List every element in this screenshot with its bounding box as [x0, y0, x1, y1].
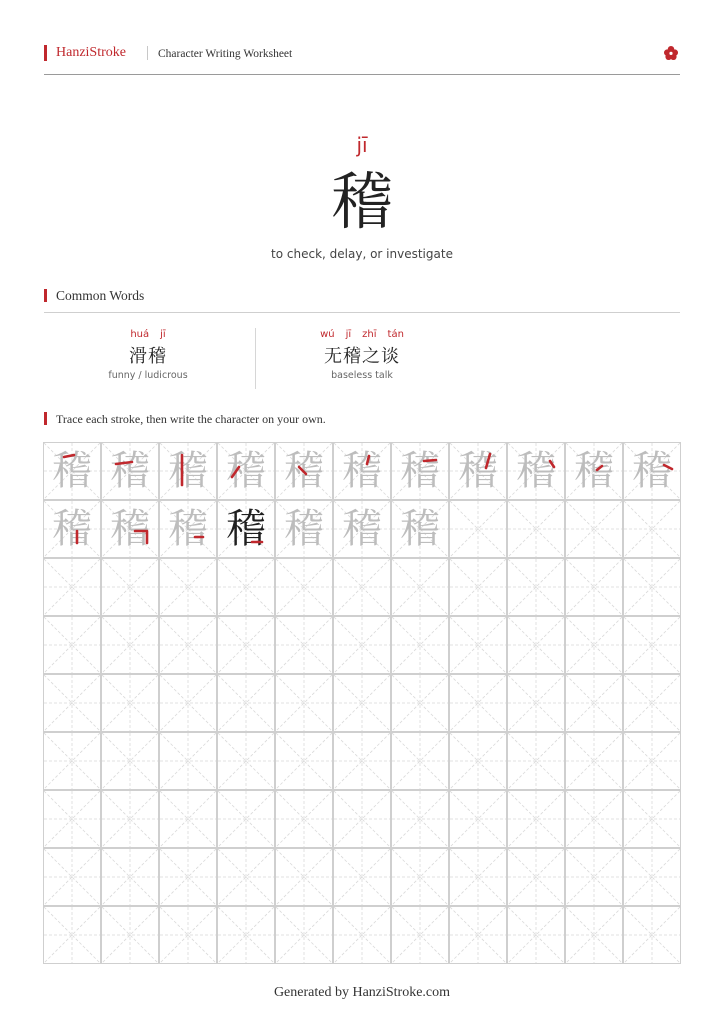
- blank-practice-cell[interactable]: [43, 558, 101, 616]
- trace-glyph: 稽: [400, 506, 440, 551]
- current-stroke-highlight: [392, 443, 448, 499]
- cell-guide-lines: [276, 849, 332, 905]
- cell-guide-lines: [44, 675, 100, 731]
- blank-practice-cell[interactable]: [507, 616, 565, 674]
- blank-practice-cell[interactable]: [43, 616, 101, 674]
- blank-practice-cell[interactable]: [159, 558, 217, 616]
- grid-row: [43, 616, 681, 674]
- stroke-step-cell[interactable]: [217, 500, 275, 558]
- blank-practice-cell[interactable]: [623, 848, 681, 906]
- current-stroke-highlight: [44, 501, 100, 557]
- blank-practice-cell[interactable]: [101, 906, 159, 964]
- cell-guide-lines: [392, 849, 448, 905]
- blank-practice-cell[interactable]: [101, 616, 159, 674]
- blank-practice-cell[interactable]: [275, 674, 333, 732]
- blank-practice-cell[interactable]: [449, 674, 507, 732]
- blank-practice-cell[interactable]: [565, 848, 623, 906]
- blank-practice-cell[interactable]: [217, 790, 275, 848]
- practice-heading: [44, 411, 680, 429]
- cell-guide-lines: [44, 791, 100, 847]
- blank-practice-cell[interactable]: [565, 500, 623, 558]
- trace-cell[interactable]: [333, 500, 391, 558]
- stroke-order-glyph: 稽: [458, 448, 498, 493]
- current-stroke-highlight: [450, 443, 506, 499]
- grid-row: [43, 906, 681, 964]
- cell-guide-lines: [218, 907, 274, 963]
- current-stroke-highlight: [218, 501, 274, 557]
- blank-practice-cell[interactable]: [101, 848, 159, 906]
- cell-guide-lines: [102, 559, 158, 615]
- cell-guide-lines: [276, 791, 332, 847]
- blank-practice-cell[interactable]: [43, 732, 101, 790]
- grid-row: [43, 558, 681, 616]
- cell-guide-lines: [508, 907, 564, 963]
- cell-guide-lines: [218, 559, 274, 615]
- stroke-order-glyph: 稽: [226, 506, 266, 551]
- blank-practice-cell[interactable]: [391, 790, 449, 848]
- stroke-step-cell[interactable]: [565, 442, 623, 500]
- stroke-step-cell[interactable]: [159, 500, 217, 558]
- flower-icon: [663, 45, 679, 61]
- word-1-pinyin-syllable: jī: [160, 329, 166, 340]
- stroke-step-cell[interactable]: [159, 442, 217, 500]
- grid-row: [43, 442, 681, 500]
- blank-practice-cell[interactable]: [275, 558, 333, 616]
- blank-practice-cell[interactable]: [217, 732, 275, 790]
- cell-guide-lines: [392, 559, 448, 615]
- blank-practice-cell[interactable]: [391, 848, 449, 906]
- stroke-order-glyph: 稽: [632, 448, 672, 493]
- current-stroke-highlight: [566, 443, 622, 499]
- cell-guide-lines: [450, 617, 506, 673]
- blank-practice-cell[interactable]: [43, 674, 101, 732]
- blank-practice-cell[interactable]: [217, 616, 275, 674]
- cell-guide-lines: [160, 675, 216, 731]
- section-accent-bar: [44, 289, 47, 302]
- cell-guide-lines: [218, 617, 274, 673]
- cell-guide-lines: [450, 675, 506, 731]
- blank-practice-cell[interactable]: [275, 790, 333, 848]
- brand-name: HanziStroke: [56, 45, 126, 60]
- stroke-step-cell[interactable]: [43, 442, 101, 500]
- blank-practice-cell[interactable]: [507, 848, 565, 906]
- cell-guide-lines: [392, 907, 448, 963]
- cell-guide-lines: [276, 617, 332, 673]
- cell-guide-lines: [334, 675, 390, 731]
- cell-guide-lines: [508, 617, 564, 673]
- cell-guide-lines: [624, 559, 680, 615]
- blank-practice-cell[interactable]: [159, 674, 217, 732]
- blank-practice-cell[interactable]: [217, 558, 275, 616]
- current-stroke-highlight: [160, 501, 216, 557]
- blank-practice-cell[interactable]: [43, 906, 101, 964]
- stroke-step-cell[interactable]: [623, 442, 681, 500]
- stroke-order-glyph: 稽: [574, 448, 614, 493]
- main-pinyin: jī: [356, 133, 368, 157]
- cell-guide-lines: [102, 849, 158, 905]
- stroke-step-cell[interactable]: [449, 442, 507, 500]
- blank-practice-cell[interactable]: [43, 790, 101, 848]
- blank-practice-cell[interactable]: [623, 616, 681, 674]
- word-2-pinyin: [262, 329, 462, 341]
- stroke-order-glyph: 稽: [110, 448, 150, 493]
- cell-guide-lines: [392, 791, 448, 847]
- cell-guide-lines: [624, 501, 680, 557]
- blank-practice-cell[interactable]: [565, 906, 623, 964]
- stroke-step-cell[interactable]: [43, 500, 101, 558]
- current-stroke-highlight: [276, 443, 332, 499]
- cell-guide-lines: [624, 617, 680, 673]
- cell-guide-lines: [392, 733, 448, 789]
- blank-practice-cell[interactable]: [623, 558, 681, 616]
- blank-practice-cell[interactable]: [565, 558, 623, 616]
- word-2-hanzi: 无稽之谈: [324, 346, 400, 366]
- cell-guide-lines: [508, 849, 564, 905]
- blank-practice-cell[interactable]: [275, 616, 333, 674]
- cell-guide-lines: [566, 791, 622, 847]
- word-1-pinyin: [48, 329, 248, 341]
- word-2-pinyin-syllable: wú: [320, 329, 335, 340]
- current-stroke-highlight: [102, 501, 158, 557]
- blank-practice-cell[interactable]: [217, 848, 275, 906]
- word-2-meaning: baseless talk: [331, 370, 393, 381]
- stroke-step-cell[interactable]: [275, 442, 333, 500]
- stroke-step-cell[interactable]: [391, 442, 449, 500]
- cell-guide-lines: [160, 733, 216, 789]
- cell-guide-lines: [566, 733, 622, 789]
- cell-guide-lines: [218, 675, 274, 731]
- cell-guide-lines: [102, 907, 158, 963]
- grid-row: [43, 674, 681, 732]
- blank-practice-cell[interactable]: [217, 906, 275, 964]
- cell-guide-lines: [334, 617, 390, 673]
- blank-practice-cell[interactable]: [507, 906, 565, 964]
- main-meaning: to check, delay, or investigate: [271, 247, 453, 261]
- blank-practice-cell[interactable]: [449, 906, 507, 964]
- cell-guide-lines: [508, 501, 564, 557]
- blank-practice-cell[interactable]: [159, 906, 217, 964]
- trace-cell[interactable]: [391, 500, 449, 558]
- section-accent-bar: [44, 412, 47, 425]
- cell-guide-lines: [276, 733, 332, 789]
- blank-practice-cell[interactable]: [507, 674, 565, 732]
- stroke-order-glyph: 稽: [226, 448, 266, 493]
- stroke-step-cell[interactable]: [507, 442, 565, 500]
- current-stroke-highlight: [508, 443, 564, 499]
- blank-practice-cell[interactable]: [449, 616, 507, 674]
- cell-guide-lines: [450, 559, 506, 615]
- cell-guide-lines: [160, 791, 216, 847]
- blank-practice-cell[interactable]: [623, 906, 681, 964]
- cell-guide-lines: [624, 907, 680, 963]
- brand-accent-bar: [44, 45, 47, 61]
- blank-practice-cell[interactable]: [507, 790, 565, 848]
- cell-guide-lines: [566, 907, 622, 963]
- stroke-step-cell[interactable]: [101, 500, 159, 558]
- stroke-order-glyph: 稽: [516, 448, 556, 493]
- word-card-2: [262, 329, 462, 382]
- blank-practice-cell[interactable]: [275, 848, 333, 906]
- blank-practice-cell[interactable]: [565, 790, 623, 848]
- cell-guide-lines: [508, 733, 564, 789]
- blank-practice-cell[interactable]: [391, 616, 449, 674]
- blank-practice-cell[interactable]: [217, 674, 275, 732]
- blank-practice-cell[interactable]: [565, 616, 623, 674]
- stroke-order-glyph: 稽: [168, 448, 208, 493]
- blank-practice-cell[interactable]: [159, 732, 217, 790]
- cell-guide-lines: [334, 907, 390, 963]
- blank-practice-cell[interactable]: [101, 790, 159, 848]
- cell-guide-lines: [160, 849, 216, 905]
- blank-practice-cell[interactable]: [333, 558, 391, 616]
- cell-guide-lines: [566, 675, 622, 731]
- blank-practice-cell[interactable]: [449, 732, 507, 790]
- trace-glyph: 稽: [342, 506, 382, 551]
- word-1-meaning: funny / ludicrous: [108, 370, 188, 381]
- blank-practice-cell[interactable]: [159, 790, 217, 848]
- blank-practice-cell[interactable]: [449, 790, 507, 848]
- current-stroke-highlight: [218, 443, 274, 499]
- cell-guide-lines: [508, 559, 564, 615]
- stroke-order-glyph: 稽: [342, 448, 382, 493]
- stroke-order-glyph: 稽: [52, 448, 92, 493]
- current-stroke-highlight: [102, 443, 158, 499]
- word-2-pinyin-syllable: jī: [345, 329, 352, 340]
- cell-guide-lines: [624, 733, 680, 789]
- common-words-title: Common Words: [56, 288, 145, 303]
- blank-practice-cell[interactable]: [333, 848, 391, 906]
- cell-guide-lines: [160, 617, 216, 673]
- blank-practice-cell[interactable]: [333, 616, 391, 674]
- blank-practice-cell[interactable]: [275, 732, 333, 790]
- header-divider: [147, 46, 148, 60]
- blank-practice-cell[interactable]: [565, 674, 623, 732]
- blank-practice-cell[interactable]: [333, 906, 391, 964]
- blank-practice-cell[interactable]: [333, 732, 391, 790]
- cell-guide-lines: [624, 791, 680, 847]
- word-divider: [255, 328, 256, 389]
- blank-practice-cell[interactable]: [101, 674, 159, 732]
- stroke-step-cell[interactable]: [101, 442, 159, 500]
- cell-guide-lines: [218, 791, 274, 847]
- cell-guide-lines: [392, 617, 448, 673]
- blank-practice-cell[interactable]: [449, 848, 507, 906]
- cell-guide-lines: [450, 501, 506, 557]
- current-stroke-highlight: [160, 443, 216, 499]
- cell-guide-lines: [44, 559, 100, 615]
- cell-guide-lines: [508, 675, 564, 731]
- word-1-hanzi: 滑稽: [129, 346, 167, 366]
- cell-guide-lines: [450, 907, 506, 963]
- blank-practice-cell[interactable]: [159, 616, 217, 674]
- blank-practice-cell[interactable]: [507, 500, 565, 558]
- cell-guide-lines: [160, 907, 216, 963]
- blank-practice-cell[interactable]: [101, 732, 159, 790]
- blank-practice-cell[interactable]: [623, 500, 681, 558]
- cell-guide-lines: [218, 849, 274, 905]
- common-words-heading: [44, 288, 680, 313]
- cell-guide-lines: [566, 501, 622, 557]
- grid-row: [43, 732, 681, 790]
- blank-practice-cell[interactable]: [449, 500, 507, 558]
- grid-row: [43, 848, 681, 906]
- cell-guide-lines: [44, 733, 100, 789]
- blank-practice-cell[interactable]: [333, 790, 391, 848]
- stroke-order-glyph: 稽: [168, 506, 208, 551]
- cell-guide-lines: [624, 849, 680, 905]
- blank-practice-cell[interactable]: [449, 558, 507, 616]
- cell-guide-lines: [160, 559, 216, 615]
- cell-guide-lines: [276, 907, 332, 963]
- stroke-step-cell[interactable]: [217, 442, 275, 500]
- cell-guide-lines: [102, 791, 158, 847]
- trace-glyph: 稽: [284, 506, 324, 551]
- blank-practice-cell[interactable]: [391, 732, 449, 790]
- blank-practice-cell[interactable]: [43, 848, 101, 906]
- cell-guide-lines: [102, 617, 158, 673]
- blank-practice-cell[interactable]: [275, 906, 333, 964]
- cell-guide-lines: [392, 675, 448, 731]
- cell-guide-lines: [218, 733, 274, 789]
- cell-guide-lines: [102, 675, 158, 731]
- cell-guide-lines: [566, 617, 622, 673]
- cell-guide-lines: [44, 617, 100, 673]
- cell-guide-lines: [276, 675, 332, 731]
- blank-practice-cell[interactable]: [623, 732, 681, 790]
- current-stroke-highlight: [44, 443, 100, 499]
- cell-guide-lines: [450, 733, 506, 789]
- cell-guide-lines: [334, 733, 390, 789]
- word-2-pinyin-syllable: zhī: [362, 329, 377, 340]
- cell-guide-lines: [44, 907, 100, 963]
- stroke-order-glyph: 稽: [400, 448, 440, 493]
- word-card-1: [48, 329, 248, 382]
- blank-practice-cell[interactable]: [391, 558, 449, 616]
- cell-guide-lines: [102, 733, 158, 789]
- blank-practice-cell[interactable]: [101, 558, 159, 616]
- grid-row: [43, 500, 681, 558]
- stroke-step-cell[interactable]: [333, 442, 391, 500]
- current-stroke-highlight: [334, 443, 390, 499]
- main-character: 稽: [330, 169, 393, 237]
- stroke-order-glyph: 稽: [284, 448, 324, 493]
- word-1-pinyin-syllable: huá: [130, 329, 150, 340]
- page-header: [44, 40, 680, 75]
- cell-guide-lines: [566, 849, 622, 905]
- cell-guide-lines: [334, 559, 390, 615]
- current-stroke-highlight: [624, 443, 680, 499]
- cell-guide-lines: [334, 791, 390, 847]
- stroke-order-glyph: 稽: [52, 506, 92, 551]
- word-2-pinyin-syllable: tán: [387, 329, 404, 340]
- worksheet-subtitle: Character Writing Worksheet: [158, 48, 293, 60]
- stroke-order-glyph: 稽: [110, 506, 150, 551]
- page-footer: Generated by HanziStroke.com: [273, 985, 451, 1000]
- trace-cell[interactable]: [275, 500, 333, 558]
- blank-practice-cell[interactable]: [333, 674, 391, 732]
- blank-practice-cell[interactable]: [507, 732, 565, 790]
- cell-guide-lines: [450, 791, 506, 847]
- blank-practice-cell[interactable]: [565, 732, 623, 790]
- blank-practice-cell[interactable]: [623, 674, 681, 732]
- blank-practice-cell[interactable]: [391, 674, 449, 732]
- cell-guide-lines: [624, 675, 680, 731]
- practice-instruction: Trace each stroke, then write the character on your own.: [56, 412, 326, 426]
- cell-guide-lines: [334, 849, 390, 905]
- blank-practice-cell[interactable]: [159, 848, 217, 906]
- cell-guide-lines: [44, 849, 100, 905]
- cell-guide-lines: [450, 849, 506, 905]
- cell-guide-lines: [508, 791, 564, 847]
- cell-guide-lines: [276, 559, 332, 615]
- blank-practice-cell[interactable]: [507, 558, 565, 616]
- blank-practice-cell[interactable]: [623, 790, 681, 848]
- grid-row: [43, 790, 681, 848]
- blank-practice-cell[interactable]: [391, 906, 449, 964]
- cell-guide-lines: [566, 559, 622, 615]
